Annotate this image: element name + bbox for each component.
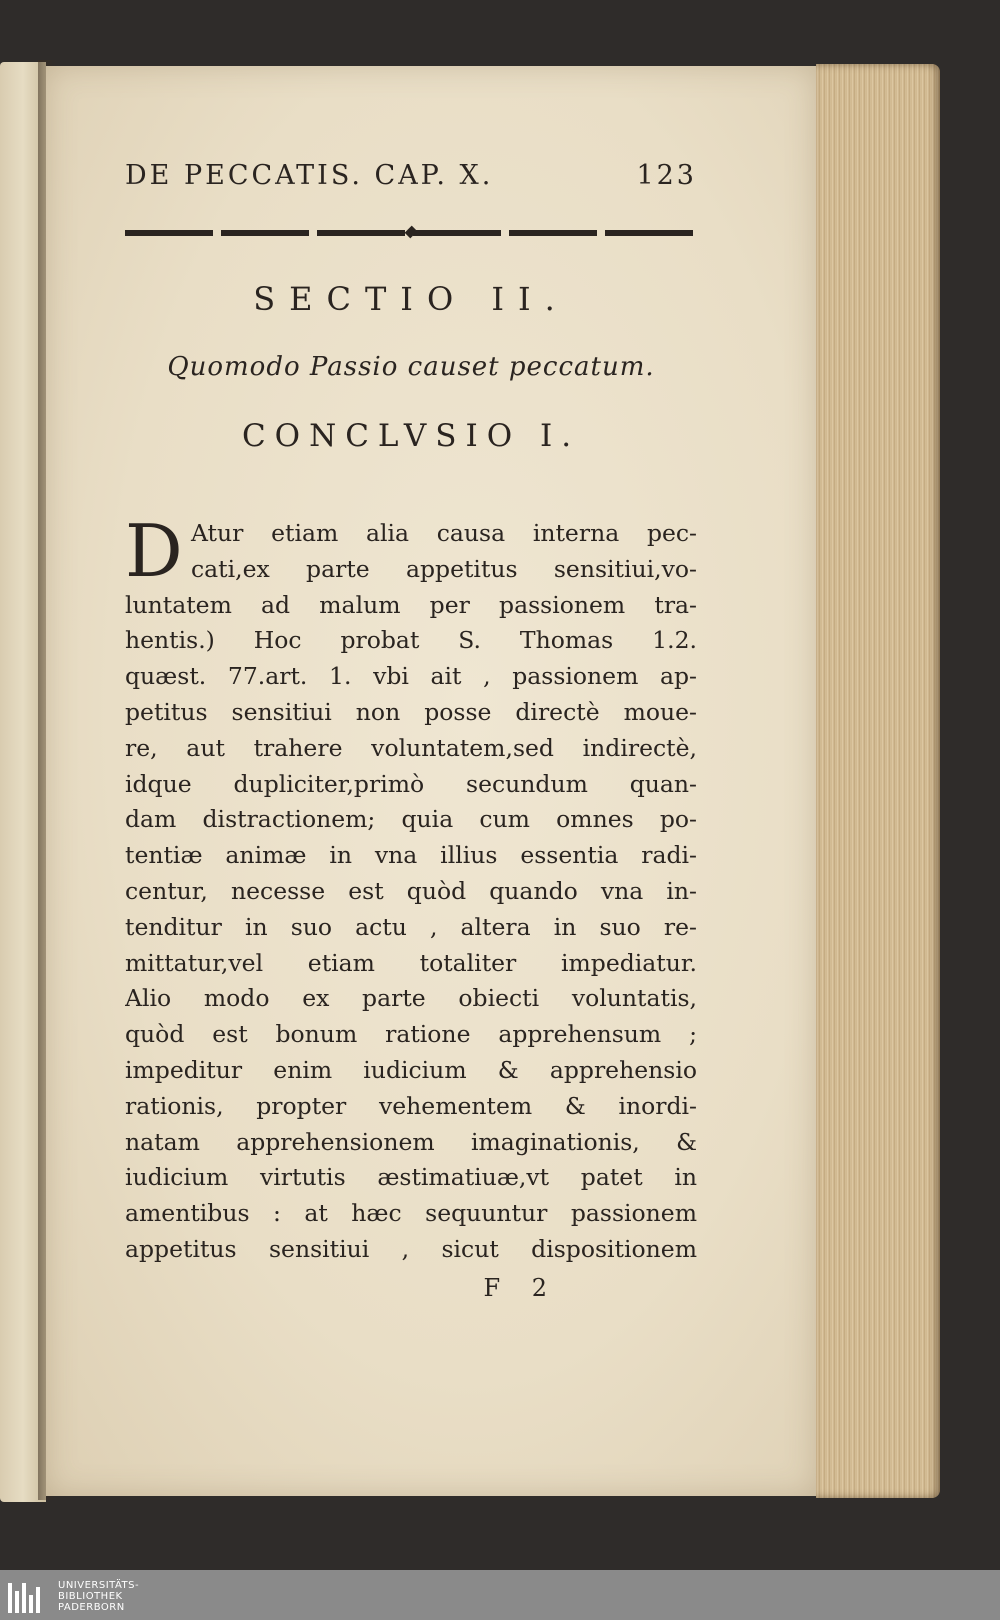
section-subtitle: Quomodo Passio causet peccatum. bbox=[167, 352, 655, 382]
logo-line: PADERBORN bbox=[58, 1602, 125, 1613]
footer-bar bbox=[0, 1570, 1000, 1620]
body-line: appetitus sensitiui , sicut dispositionem bbox=[125, 1234, 697, 1263]
body-line: quòd est bonum ratione apprehensum ; bbox=[125, 1020, 697, 1049]
logo-line: UNIVERSITÄTS- bbox=[58, 1580, 140, 1591]
ornamental-rule bbox=[125, 230, 697, 236]
conclusio-heading: CONCLVSIO I. bbox=[241, 418, 581, 454]
page-edges bbox=[816, 64, 940, 1498]
body-line: re, aut trahere voluntatem,sed indirectè, bbox=[125, 733, 697, 762]
body-line: petitus sensitiui non posse directè moue- bbox=[125, 697, 697, 726]
body-line: natam apprehensionem imaginationis, & bbox=[125, 1127, 697, 1156]
body-line: amentibus : at hæc sequuntur passionem bbox=[125, 1199, 697, 1228]
body-text bbox=[125, 509, 697, 1268]
body-line: hentis.) Hoc probat S. Thomas 1.2. bbox=[125, 626, 697, 655]
body-line: iudicium virtutis æstimatiuæ,vt patet in bbox=[125, 1163, 697, 1192]
signature-mark: F 2 bbox=[483, 1273, 559, 1302]
running-head bbox=[125, 160, 697, 200]
body-line: impeditur enim iudicium & apprehensio bbox=[125, 1055, 697, 1084]
library-logo-icon bbox=[8, 1581, 48, 1613]
running-head-title: DE PECCATIS. CAP. X. bbox=[125, 160, 494, 191]
body-wrap bbox=[125, 509, 697, 1302]
body-line: idque dupliciter,primò secundum quan- bbox=[125, 769, 697, 798]
rule-ornament bbox=[405, 226, 418, 239]
body-line: cati,ex parte appetitus sensitiui,vo- bbox=[191, 554, 697, 583]
body-line: tentiæ animæ in vna illius essentia radi- bbox=[125, 841, 697, 870]
section-title: SECTIO II. bbox=[253, 280, 569, 318]
body-line: rationis, propter vehementem & inordi- bbox=[125, 1091, 697, 1120]
body-line: Alio modo ex parte obiecti voluntatis, bbox=[125, 984, 697, 1013]
page-text bbox=[125, 160, 697, 1302]
library-logo bbox=[8, 1580, 139, 1613]
body-line: tenditur in suo actu , altera in suo re- bbox=[125, 912, 697, 941]
body-line: centur, necesse est quòd quando vna in- bbox=[125, 876, 697, 905]
page-number: 123 bbox=[636, 160, 697, 191]
body-line: quæst. 77.art. 1. vbi ait , passionem ap- bbox=[125, 662, 697, 691]
body-line: Atur etiam alia causa interna pec- bbox=[191, 519, 697, 547]
library-logo-text bbox=[58, 1580, 139, 1613]
logo-line: BIBLIOTHEK bbox=[58, 1591, 123, 1602]
body-line: dam distractionem; quia cum omnes po- bbox=[125, 805, 697, 834]
body-line: luntatem ad malum per passionem tra- bbox=[125, 590, 697, 619]
body-line: mittatur,vel etiam totaliter impediatur. bbox=[125, 948, 697, 977]
drop-cap: D bbox=[125, 509, 183, 593]
